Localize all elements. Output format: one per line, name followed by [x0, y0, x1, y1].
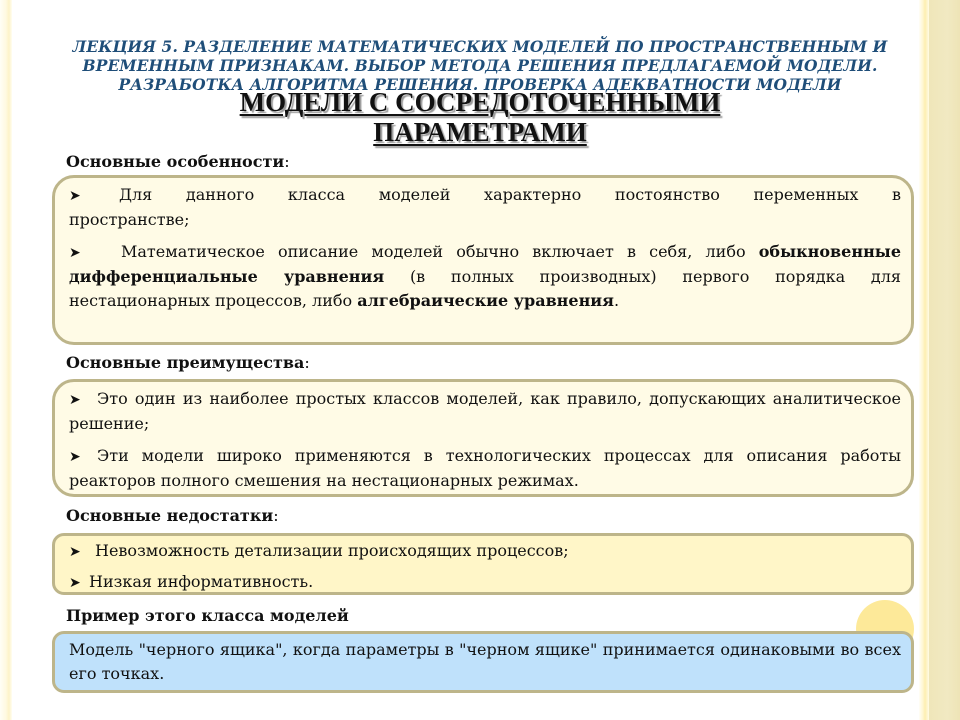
disadvantages-box: [52, 533, 914, 595]
left-border-decoration: [0, 0, 12, 720]
arrow-bullet-icon: ➤: [69, 392, 81, 408]
arrow-bullet-icon: ➤: [69, 544, 81, 560]
arrow-bullet-icon: ➤: [69, 575, 81, 591]
advantages-box: [52, 379, 914, 497]
features-box: [52, 175, 914, 345]
features-item-1: ➤ Для данного класса моделей характерно постоянство переменных в пространстве;: [69, 185, 901, 229]
example-box: [52, 631, 914, 693]
features-item-2: ➤ Математическое описание моделей обычно включает в себя, либо обыкновенные дифференциальные уравнения (в полных производных) первого порядка для нестационарных процессов, либо алгебраические уравнения.: [69, 242, 901, 310]
right-side-strip: [929, 0, 960, 720]
disadvantages-item-1: ➤ Невозможность детализации происходящих процессов;: [69, 539, 901, 564]
arrow-bullet-icon: ➤: [69, 449, 81, 465]
slide-title: [150, 87, 810, 147]
advantages-item-1: ➤ Это один из наиболее простых классов моделей, как правило, допускающих аналитическое решение;: [69, 389, 901, 433]
advantages-item-2: ➤ Эти модели широко применяются в технологических процессах для описания работы реакторов полного смешения на нестационарных режимах.: [69, 446, 901, 490]
features-heading: Основные особенности:: [66, 152, 290, 171]
arrow-bullet-icon: ➤: [69, 188, 81, 204]
arrow-bullet-icon: ➤: [69, 245, 81, 261]
right-border-line: [919, 0, 929, 720]
slide-title-line2: ПАРАМЕТРАМИ: [373, 117, 587, 147]
example-text: Модель "черного ящика", когда параметры в "черном ящике" принимается одинаковыми во всех его точках.: [69, 640, 901, 683]
disadvantages-heading: Основные недостатки:: [66, 506, 279, 525]
slide-title-line1: МОДЕЛИ С СОСРЕДОТОЧЕННЫМИ: [239, 87, 721, 117]
disadvantages-item-2: ➤ Низкая информативность.: [69, 570, 901, 595]
lecture-title: ЛЕКЦИЯ 5. РАЗДЕЛЕНИЕ МАТЕМАТИЧЕСКИХ МОДЕЛЕЙ ПО ПРОСТРАНСТВЕННЫМ И ВРЕМЕННЫМ ПРИЗНАКАМ. ВЫБОР МЕТОДА РЕШЕНИЯ ПРЕДЛАГАЕМОЙ МОДЕЛИ. РАЗРАБОТКА АЛГОРИТМА РЕШЕНИЯ. ПРОВЕРКА АДЕКВАТНОСТИ МОДЕЛИ: [72, 37, 888, 94]
example-heading: Пример этого класса моделей: [66, 606, 349, 625]
advantages-heading: Основные преимущества:: [66, 353, 310, 372]
